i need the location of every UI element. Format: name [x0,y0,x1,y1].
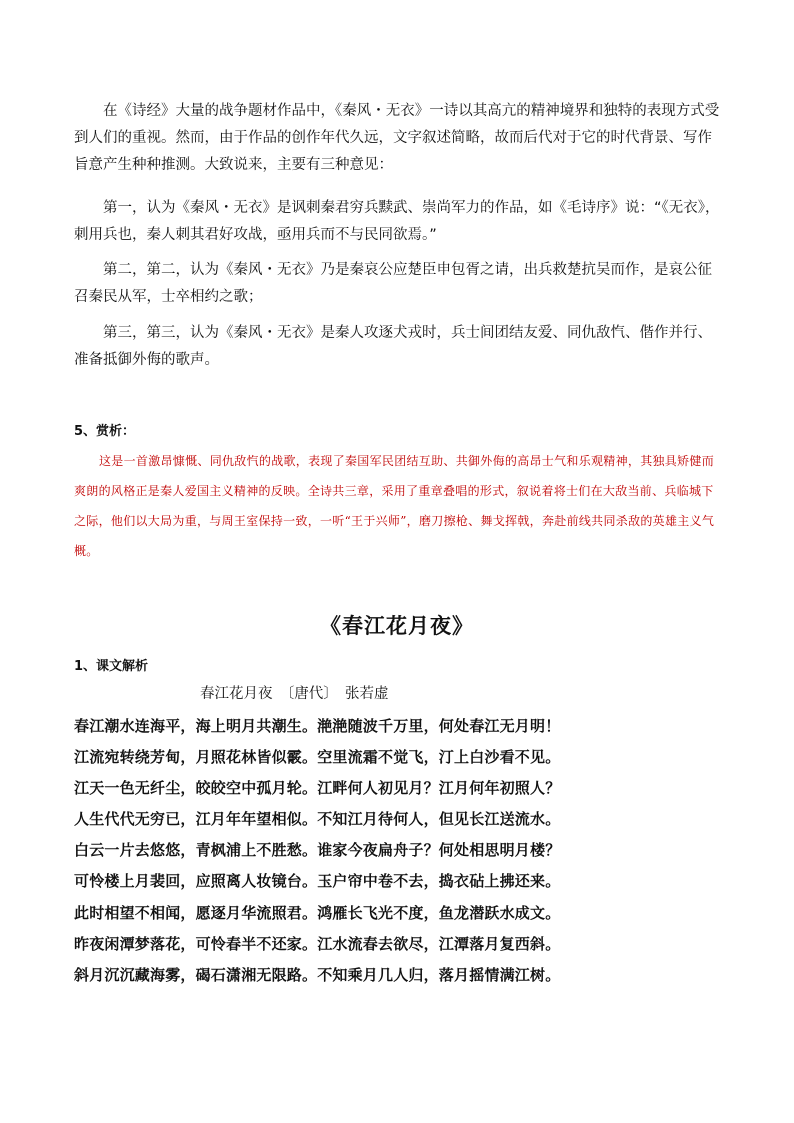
poem-line: 春江潮水连海平，海上明月共潮生。滟滟随波千万里，何处春江无月明！ [74,717,561,735]
appreciation-text: 这是一首激昂慷慨、同仇敌忾的战歌，表现了秦国军民团结互助、共御外侮的高昂士气和乐观精神，其独具矫健而爽朗的风格正是秦人爱国主义精神的反映。全诗共三章，采用了重章叠唱的形式，叙说着将士们在大敌当前、兵临城下之际，他们以大局为重，与周王室保持一致，一听“王于兴师”，磨刀擦枪、舞戈挥戟，奔赴前线共同杀敌的英雄主义气概。 [74,454,715,558]
poem-line: 人生代代无穷已，江月年年望相似。不知江月待何人，但见长江送流水。 [74,810,561,829]
poem-line: 白云一片去悠悠，青枫浦上不胜愁。谁家今夜扁舟子？何处相思明月楼？ [74,841,561,860]
poem-line: 昨夜闲潭梦落花，可怜春半不还家。江水流春去欲尽，江潭落月复西斜。 [74,934,561,953]
poem-title: 《春江花月夜》 [320,614,474,638]
poem-line: 可怜楼上月裴回，应照离人妆镜台。玉户帘中卷不去，捣衣砧上拂还来。 [74,872,561,891]
poem-body [74,711,714,991]
poem-line: 江流宛转绕芳甸，月照花林皆似霰。空里流霜不觉飞，汀上白沙看不见。 [74,748,561,767]
opinion-one-paragraph: 第一，认为《秦风・无衣》是讽刺秦君穷兵黩武、崇尚军力的作品，如《毛诗序》说：“《无衣》，刺用兵也，秦人刺其君好攻战，亟用兵而不与民同欲焉。” [74,200,720,243]
poem-line: 江天一色无纤尘，皎皎空中孤月轮。江畔何人初见月？江月何年初照人？ [74,779,561,798]
intro-paragraph: 在《诗经》大量的战争题材作品中，《秦风・无衣》一诗以其高亢的精神境界和独特的表现方式受到人们的重视。然而，由于作品的创作年代久远，文字叙述简略，故而后代对于它的时代背景、写作旨意产生种种推测。大致说来，主要有三种意见： [74,103,720,173]
poem-line: 斜月沉沉藏海雾，碣石潇湘无限路。不知乘月几人归，落月摇情满江树。 [74,965,561,984]
analysis-heading: 1、课文解析 [74,659,149,674]
opinion-two-paragraph: 第二，第二，认为《秦风・无衣》乃是秦哀公应楚臣申包胥之请，出兵救楚抗吴而作，是哀公征召秦民从军，士卒相约之歌； [74,262,712,305]
opinion-three-paragraph: 第三，第三，认为《秦风・无衣》是秦人攻逐犬戎时，兵士间团结友爱、同仇敌忾、偕作并行、准备抵御外侮的歌声。 [74,325,712,368]
appreciation-heading: 5、赏析： [74,424,136,439]
poem-byline: 春江花月夜 〔唐代〕 张若虚 [200,686,389,702]
poem-line: 此时相望不相闻，愿逐月华流照君。鸿雁长飞光不度，鱼龙潜跃水成文。 [74,903,561,922]
